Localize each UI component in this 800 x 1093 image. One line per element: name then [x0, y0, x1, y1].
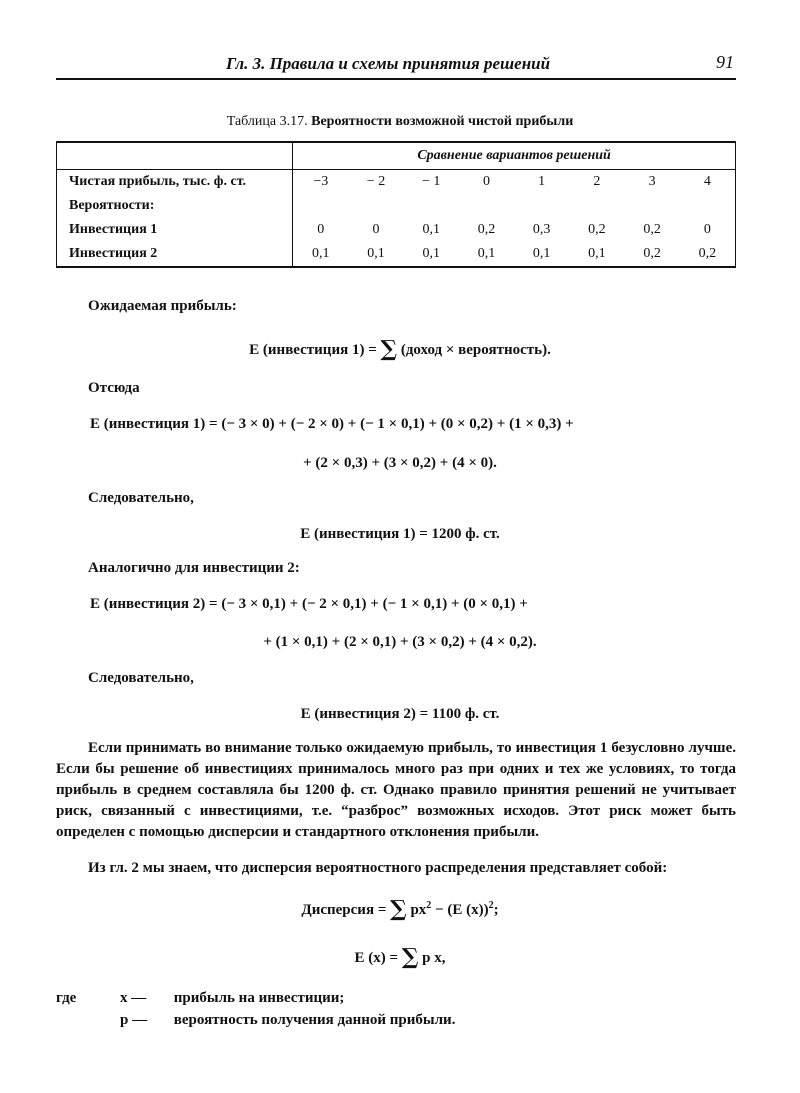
table-cell: 0,2 — [588, 222, 606, 237]
paragraph-variance-intro: Из гл. 2 мы знаем, что дисперсия вероятностного распределения представляет собой: — [88, 860, 668, 876]
table-cell — [680, 194, 736, 218]
calc-investment2-line1: Е (инвестиция 2) = (− 3 × 0,1) + (− 2 × 0,1) + (− 1 × 0,1) + (0 × 0,1) + — [90, 596, 528, 612]
result-investment1: Е (инвестиция 1) = 1200 ф. ст. — [300, 526, 500, 542]
variance-left: Дисперсия = — [301, 902, 387, 918]
table-cell: 2 — [593, 174, 601, 189]
table-caption — [0, 114, 800, 130]
row-label: Чистая прибыль, тыс. ф. ст. — [57, 170, 293, 195]
sigma-symbol: ∑ — [401, 944, 419, 970]
definition-p-text: вероятность получения данной прибыли. — [173, 1012, 456, 1028]
table-cell: 3 — [648, 174, 656, 189]
table-cell — [569, 194, 624, 218]
row-label: Инвестиция 2 — [57, 242, 293, 267]
table-cell: 0,2 — [680, 242, 736, 267]
variance-mid: − (E (x)) — [431, 902, 489, 918]
sigma-symbol: ∑ — [390, 896, 407, 922]
paragraph-risk: Если принимать во внимание только ожидаемую прибыль, то инвестиция 1 безусловно лучше. Если бы решение об инвестициях принималось много раз при одних и тех же условиях, то тогда прибыль в среднем составляла бы 1200 ф. ст. Однако правило принятия решений не учитывает риск, связанный с инвестициями, т.е. “разброс” возможных исходов. Этот риск может быть определен с помощью дисперсии и стандартного отклонения прибыли. — [56, 740, 736, 840]
probability-table — [56, 141, 736, 268]
table-header-row — [57, 142, 736, 170]
calc-investment1-line1: Е (инвестиция 1) = (− 3 × 0) + (− 2 × 0) + (− 1 × 0,1) + (0 × 0,2) + (1 × 0,3) + — [90, 416, 574, 432]
formula-variance — [0, 896, 800, 922]
table-corner-cell — [57, 142, 293, 170]
table-cell: 0,1 — [569, 242, 624, 267]
table-caption-title: Вероятности возможной чистой прибыли — [311, 114, 574, 129]
variance-exponent-2: 2 — [488, 900, 494, 911]
definition-x-symbol: x — — [120, 990, 147, 1006]
similarly-label: Аналогично для инвестиции 2: — [88, 560, 300, 576]
table-cell: 0,1 — [459, 242, 514, 267]
table-row — [57, 170, 736, 195]
table-cell — [624, 194, 679, 218]
therefore-label-1: Следовательно, — [88, 490, 194, 506]
table-cell: − 1 — [422, 174, 441, 189]
therefore-label-2: Следовательно, — [88, 670, 194, 686]
table-cell: 0,1 — [293, 242, 349, 267]
calc-investment2-line2: + (1 × 0,1) + (2 × 0,1) + (3 × 0,2) + (4 × 0,2). — [263, 634, 537, 650]
definition-x — [120, 990, 344, 1007]
table-span-header: Сравнение вариантов решений — [293, 142, 736, 170]
table-cell — [514, 194, 569, 218]
table-cell — [293, 194, 349, 218]
table-cell: −3 — [313, 174, 329, 189]
table-row — [57, 218, 736, 242]
sigma-symbol: ∑ — [380, 336, 398, 362]
formula-expected-left: Е (инвестиция 1) = — [249, 342, 377, 358]
table-cell: − 2 — [366, 174, 386, 189]
table-cell — [459, 194, 514, 218]
row-label: Инвестиция 1 — [57, 218, 293, 242]
table-caption-prefix: Таблица 3.17. — [226, 114, 308, 129]
result-investment2: Е (инвестиция 2) = 1100 ф. ст. — [300, 706, 500, 722]
row-label: Вероятности: — [57, 194, 293, 218]
table-cell: 0,2 — [624, 242, 679, 267]
variance-exponent: 2 — [426, 900, 432, 911]
table-cell: 0 — [482, 174, 490, 189]
table-row — [57, 194, 736, 218]
table-cell: 1 — [538, 174, 546, 189]
table-cell: 0 — [372, 222, 380, 237]
table-cell — [348, 194, 403, 218]
table-cell: 0 — [317, 222, 325, 237]
hence-label: Отсюда — [88, 380, 140, 396]
formula-expected-right: (доход × вероятность). — [400, 342, 551, 358]
table-cell: 0,1 — [404, 242, 459, 267]
formula-expected — [0, 336, 800, 362]
table-cell: 0,1 — [348, 242, 403, 267]
table-cell: 4 — [703, 174, 711, 189]
definition-p — [120, 1012, 455, 1029]
table-cell: 0,1 — [514, 242, 569, 267]
page-number: 91 — [716, 52, 734, 72]
calc-investment1-line2: + (2 × 0,3) + (3 × 0,2) + (4 × 0). — [303, 455, 497, 471]
table-cell: 0 — [703, 222, 711, 237]
table-cell — [404, 194, 459, 218]
table-cell: 0,1 — [422, 222, 440, 237]
ex-right: p x, — [422, 950, 446, 966]
running-header — [56, 52, 736, 80]
expected-profit-label: Ожидаемая прибыль: — [88, 298, 237, 314]
table-cell: 0,3 — [532, 222, 551, 237]
where-label: где — [56, 990, 77, 1006]
ex-left: E (x) = — [354, 950, 399, 966]
table-cell: 0,2 — [643, 222, 661, 237]
definition-x-text: прибыль на инвестиции; — [173, 990, 345, 1006]
definition-p-symbol: p — — [120, 1012, 148, 1028]
table-cell: 0,2 — [477, 222, 496, 237]
variance-end: ; — [493, 902, 499, 918]
formula-expectation — [0, 944, 800, 970]
variance-px: px — [410, 902, 427, 918]
chapter-title: Гл. 3. Правила и схемы принятия решений — [226, 54, 551, 73]
table-row — [57, 242, 736, 267]
